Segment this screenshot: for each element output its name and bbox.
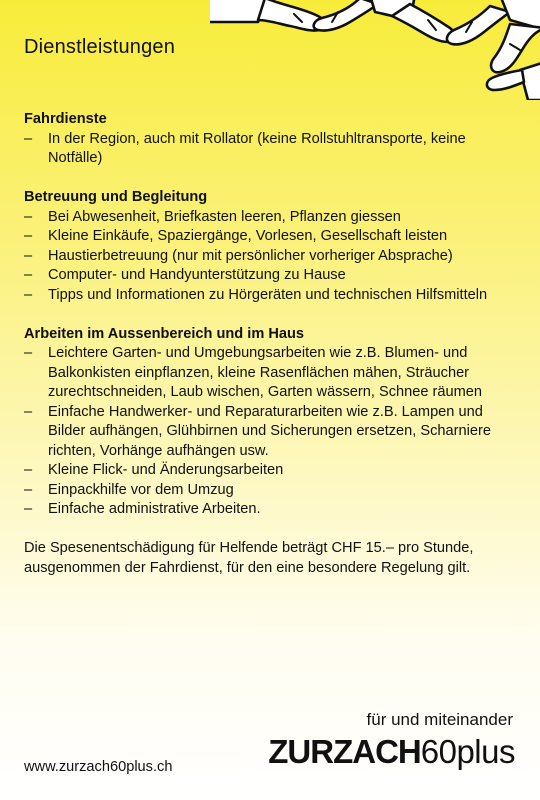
item-text: In der Region, auch mit Rollator (keine Rollstuhltransporte, keine Notfälle) bbox=[48, 130, 466, 166]
section-heading: Arbeiten im Aussenbereich und im Haus bbox=[24, 325, 305, 342]
bullet-dash: – bbox=[24, 501, 33, 517]
item-text: Kleine Einkäufe, Spaziergänge, Vorlesen, Gesellschaft leisten bbox=[48, 228, 448, 244]
item-list bbox=[24, 344, 524, 520]
item-text: Leichtere Garten- und Umgebungsarbeiten wie z.B. Blumen- und Balkonkisten einpflanzen, kleine Rasenflächen mähen, Sträucher zurechtschneiden, Laub wischen, Garten wässern, Schnee räumen bbox=[48, 345, 483, 400]
list-item bbox=[24, 266, 524, 286]
list-item bbox=[24, 344, 524, 403]
list-item bbox=[24, 500, 524, 520]
list-item bbox=[24, 227, 524, 247]
bullet-dash: – bbox=[24, 208, 33, 225]
item-text: Computer- und Handyunterstützung zu Hause bbox=[48, 267, 346, 283]
bullet-dash: – bbox=[24, 286, 33, 303]
section-betreuung bbox=[24, 188, 524, 305]
bullet-dash: – bbox=[24, 267, 33, 283]
list-item bbox=[24, 130, 524, 169]
handshake-chain-icon bbox=[210, 0, 540, 100]
list-item bbox=[24, 461, 524, 481]
section-arbeiten bbox=[24, 325, 524, 520]
item-text: Einpackhilfe vor dem Umzug bbox=[48, 481, 234, 498]
logo-light-text: 60plus bbox=[420, 733, 515, 770]
brand-logo bbox=[268, 732, 515, 772]
tagline: für und miteinander bbox=[366, 710, 513, 729]
list-item bbox=[24, 208, 524, 228]
list-item bbox=[24, 247, 524, 267]
section-heading: Betreuung und Begleitung bbox=[24, 189, 208, 205]
page-title: Dienstleistungen bbox=[24, 36, 176, 58]
item-text: Einfache administrative Arbeiten. bbox=[48, 501, 261, 517]
section-fahrdienste bbox=[24, 110, 524, 169]
bullet-dash: – bbox=[24, 345, 33, 361]
bullet-dash: – bbox=[24, 130, 33, 147]
bullet-dash: – bbox=[24, 403, 33, 420]
logo-bold-text: ZURZACH bbox=[268, 733, 421, 770]
item-list bbox=[24, 208, 524, 306]
service-list bbox=[24, 110, 524, 578]
section-heading: Fahrdienste bbox=[24, 111, 107, 127]
expense-note: Die Spesenentschädigung für Helfende beträgt CHF 15.– pro Stunde, ausgenommen der Fahrdienst, für den eine besondere Regelung gilt. bbox=[24, 540, 474, 576]
website-link[interactable]: www.zurzach60plus.ch bbox=[24, 759, 173, 775]
item-text: Einfache Handwerker- und Reparaturarbeiten wie z.B. Lampen und Bilder aufhängen, Glühbirnen und Sicherungen ersetzen, Scharniere richten, Vorhänge aufhängen usw. bbox=[48, 403, 491, 459]
item-text: Bei Abwesenheit, Briefkasten leeren, Pflanzen giessen bbox=[48, 208, 401, 225]
item-text: Kleine Flick- und Änderungsarbeiten bbox=[48, 462, 284, 478]
bullet-dash: – bbox=[24, 247, 33, 264]
list-item bbox=[24, 286, 524, 306]
list-item bbox=[24, 481, 524, 501]
item-text: Haustierbetreuung (nur mit persönlicher vorheriger Absprache) bbox=[48, 247, 453, 264]
list-item bbox=[24, 403, 524, 462]
bullet-dash: – bbox=[24, 462, 33, 478]
bullet-dash: – bbox=[24, 481, 33, 498]
item-list bbox=[24, 130, 524, 169]
bullet-dash: – bbox=[24, 228, 33, 244]
item-text: Tipps und Informationen zu Hörgeräten und technischen Hilfsmitteln bbox=[48, 286, 488, 303]
